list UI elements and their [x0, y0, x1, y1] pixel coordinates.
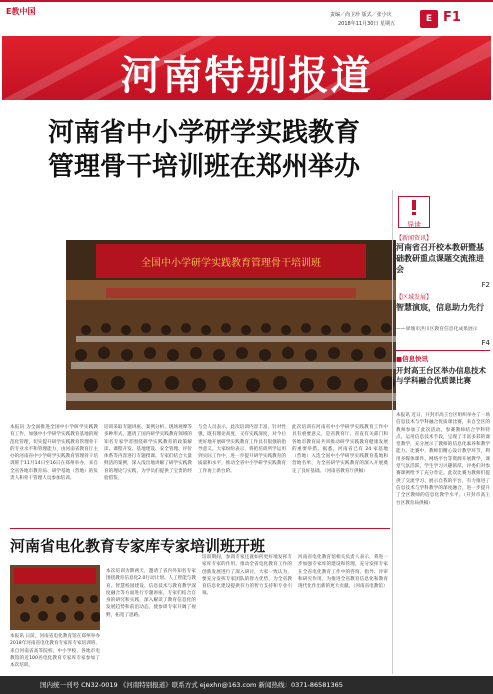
article2-photo	[10, 565, 100, 630]
article1-col2: 培训采取专题讲座、案例分析、现场观摩等多种形式，邀请了国内研学实践教育领域的知名专家学者围绕研学实践教育的政策解读、课程开发、基地建设、安全管理、评价体系等内容进行专题授课。专家们结合大量鲜活的案例，深入浅出地讲解了研学实践教育的理论与实践，为学员们提供了宝贵的经验借鉴。	[104, 425, 192, 482]
article2-photo-illustration	[10, 565, 100, 630]
sidebar-item-news-title: 河南省召开校本教研暨基础教研重点课题交流推进会	[396, 243, 484, 274]
sidebar-item-region-tag: 【区域发展】	[396, 294, 433, 301]
sidebar-item-region-page: F4	[481, 339, 490, 347]
article2-col4: 河南省电化教育馆相关负责人表示，将进一步加强专家库的建设和管理，充分发挥专家在全省电化教育工作中的咨询、指导、评审和研究作用，为推进全省教育信息化和教育现代化作出新的更大贡献。（河南省电教馆）	[298, 555, 388, 590]
guide-label: 导读	[407, 221, 421, 229]
guide-box	[398, 196, 430, 228]
issue-date: 2018年11月30日 星期五	[338, 21, 396, 27]
article1-col1: 本报讯 为全面推进全国中小学研学实践教育工作，加强中小学研学实践教育基地的规范化管理，切实提升研学实践教育管理骨干的专业水平和管理能力，由河南省教育厅主办的河南省中小学研学实践教育管理骨干培训班于11月14日至16日在郑州举办，来自全省各地市教育局、研学基地（营地）的负责人和骨干管理人员参加培训。	[10, 425, 98, 482]
article2-col2: 本次培训为期两天，邀请了省内外知名专家围绕教育信息化2.0行动计划、人工智能与教育、智慧校园建设、信息技术与教育教学深度融合等方面进行专题讲座。专家们结合自身的研究和实践，深入解读了教育信息化的发展趋势和前沿动态，使参训专家开阔了视野，拓宽了思路。	[106, 569, 196, 618]
footer-text: 国内统一刊号 CN32-0019 《河南特别报道》联系方式 ejexhn@163.com 新闻热线：0371-86581365	[40, 681, 343, 689]
article2-col3: 培训期间，参训专家还就如何更好地发挥专家库专家的作用、推动全省电化教育工作的创新发展进行了深入研讨，大家一致认为，要充分发挥专家团队的智力优势，为全省教育信息化建设提供有力的智力支持和专业引领。	[202, 555, 292, 597]
sidebar-divider	[392, 190, 393, 674]
sidebar-item-region-subtitle: ——驿城市洪川区教育信息化成果展示	[396, 327, 478, 332]
info-body: 本报讯 近日，开封市高王台区组织举办了一场信息技术与学科融合优质课比赛，来自全区的教师参加了此次活动，参赛教师结合学科特点，运用信息技术手段，呈现了丰富多彩的课堂教学，充分展示了教师的信息化素养和教学能力。比赛中，教师们精心设计教学环节，利用多媒体课件、网络平台等资源开展教学，课堂气氛活跃，学生学习兴趣浓厚，评委们对参赛课例给予了充分肯定。此次比赛为教师们提供了交流学习、展示自我的平台，有力推进了信息技术与学科教学的深度融合，进一步提升了全区教师的信息化教学水平。（开封市高王台区教育局供稿）	[396, 413, 490, 506]
sidebar-item-region-title: 智慧演宸，信息助力先行	[396, 303, 484, 312]
article1-col4: 此次培训在河南省中小学研学实践教育工作中具有重要意义，是省教育厅、省直有关部门和各地市教育局共同推动研学实践教育健康发展的重要举措。据悉，河南省已有 24 家基地（营地）入选全国中小学研学实践教育基地和营地名单，为全省研学实践教育的深入开展奠定了良好基础。（河南省教育厅供稿）	[292, 425, 388, 474]
sidebar-item-news-tag: 【新闻资讯】	[396, 235, 433, 242]
headline-line-1: 河南省中小学研学实践教育	[47, 118, 360, 148]
photo-illustration	[66, 240, 396, 410]
footer-bar	[0, 676, 493, 694]
page-badge: E	[420, 10, 438, 28]
training-photo	[66, 240, 396, 410]
sidebar-item-news-page: F2	[481, 281, 490, 289]
editor-credits: 责编／尚卫珍 版式／张小庆	[330, 12, 392, 18]
headline-line-2: 管理骨干培训班在郑州举办	[47, 152, 360, 182]
banner-title: 河南特别报道	[120, 53, 373, 99]
section-divider	[10, 528, 390, 529]
article1-col3: 与会人员表示，此次培训内容丰富、针对性强，既有理论高度，又有实践深度，对今后更好地开展研学实践教育工作具有很强的指导意义。大家纷纷表示，将把培训所学运用到实际工作中，进一步提升研学实践教育的质量和水平，推动全省中小学研学实践教育工作再上新台阶。	[198, 425, 286, 474]
page-number: F1	[443, 10, 461, 25]
exclamation-icon	[399, 197, 429, 217]
info-title: 开封高王台区举办信息技术与学科融合优质课比赛	[396, 366, 486, 385]
photo-backdrop-text: 全国中小学研学实践教育管理骨干培训班	[141, 258, 321, 269]
top-accent-line	[0, 0, 493, 2]
article2-title: 河南省电化教育专家库专家培训班开班	[10, 537, 266, 555]
publication-logo: E教中国	[6, 7, 36, 16]
sidebar-rule	[396, 350, 490, 351]
info-label: ■信息快讯	[396, 355, 429, 363]
article2-col1: 本报讯 日前，河南省电化教育馆在郑州举办2018年河南省电化教育专家库专家培训班，来自河南省高等院校、中小学校、各地市电教馆的近100名电化教育专家库专家参加了本次培训。	[10, 634, 100, 669]
